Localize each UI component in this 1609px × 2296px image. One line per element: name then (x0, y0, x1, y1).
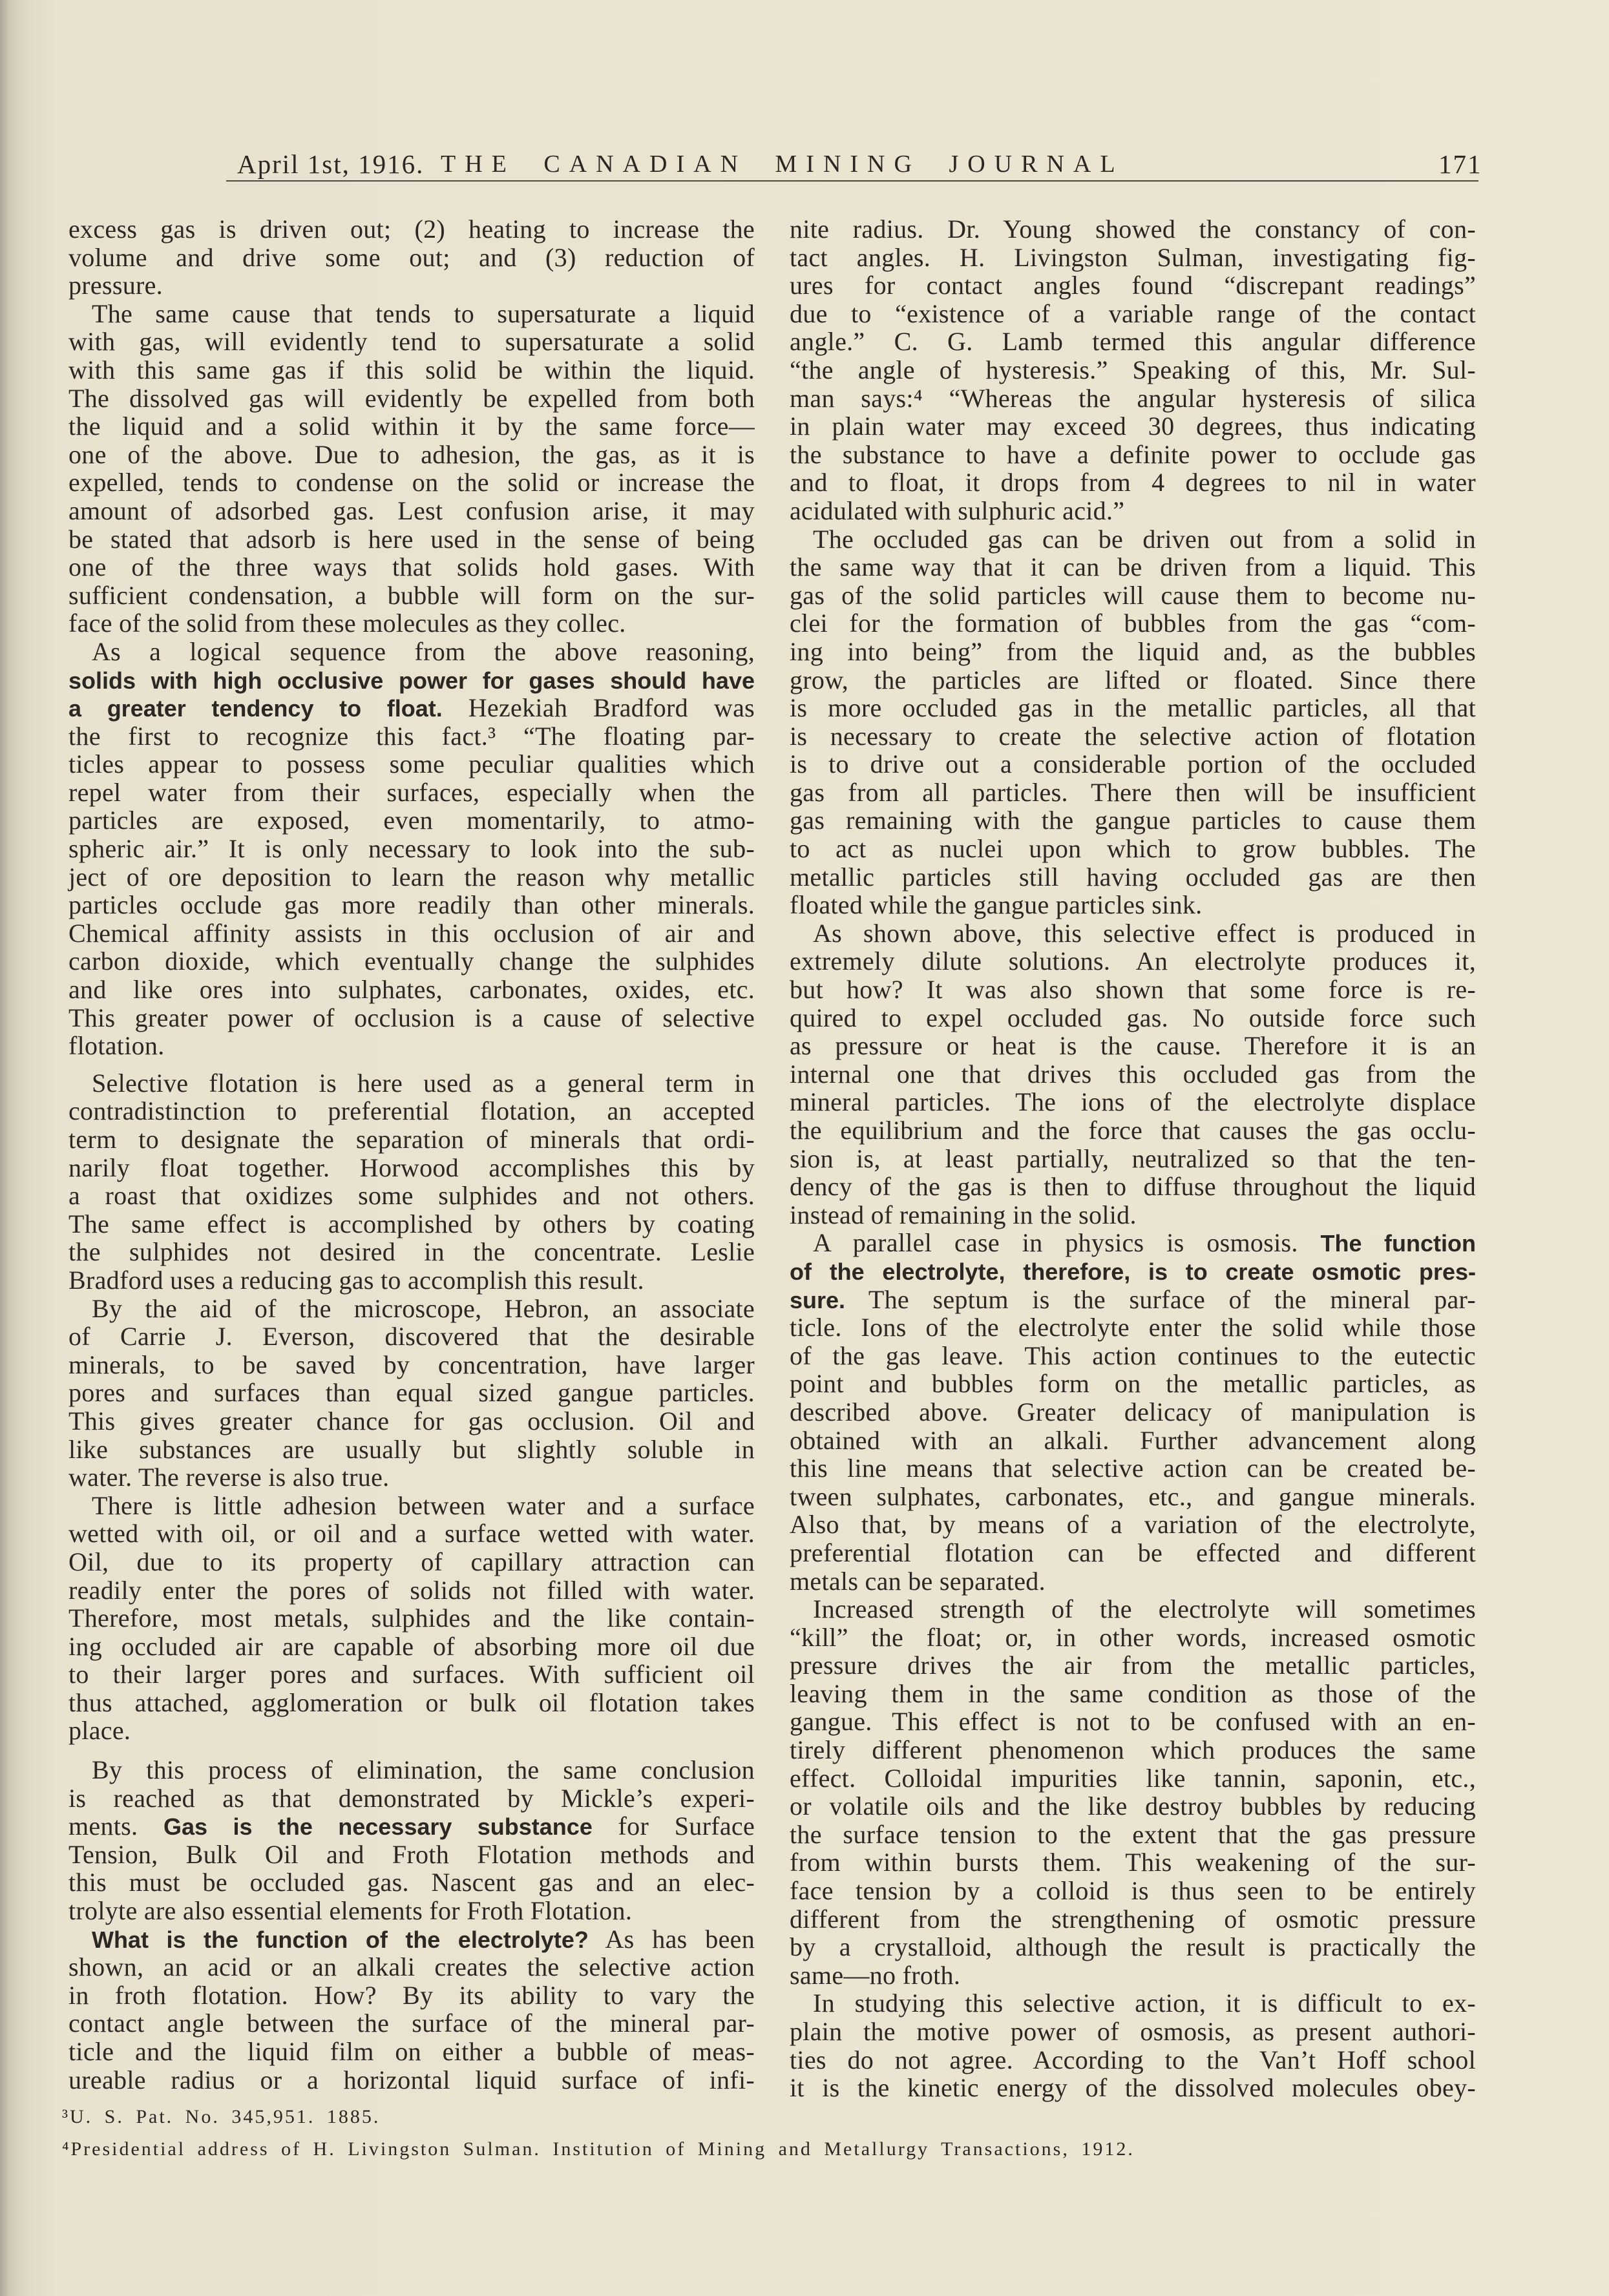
text-line: This gives greater chance for gas occlusion. Oil and (68, 1406, 755, 1435)
text-line: ject of ore deposition to learn the reason why metallic (68, 862, 755, 892)
text-line: of the gas leave. This action continues to the eutectic (790, 1341, 1476, 1370)
text-line: effect. Colloidal impurities like tannin, saponin, etc., (790, 1763, 1476, 1793)
paragraph (68, 1925, 755, 2094)
text-line: mineral particles. The ions of the electrolyte displace (790, 1087, 1476, 1117)
text-line: sion is, at least partially, neutralized so that the ten- (790, 1143, 1476, 1173)
paragraph (790, 1595, 1476, 1989)
text-line: the liquid and a solid within it by the same force— (68, 412, 755, 441)
text-line: to their larger pores and surfaces. With sufficient oil (68, 1660, 755, 1689)
text-line: minerals, to be saved by concentration, have larger (68, 1350, 755, 1379)
text-line: internal one that drives this occluded gas from the (790, 1059, 1476, 1089)
text-line: flotation. (68, 1031, 165, 1061)
emphasis-run: Gas is the necessary substance (163, 1813, 593, 1841)
text-line: Therefore, most metals, sulphides and the like contain- (68, 1603, 755, 1633)
paragraph (68, 1492, 755, 1745)
text-line: man says:⁴ “Whereas the angular hysteresis of silica (790, 383, 1476, 413)
text-line: with gas, will evidently tend to supersaturate a solid (68, 327, 755, 357)
text-line: In studying this selective action, it is difficult to ex- (813, 1988, 1476, 2018)
emphasis-run: solids with high occlusive power for gases should have (68, 667, 755, 694)
text-line: the sulphides not desired in the concentrate. Leslie (68, 1237, 755, 1267)
text-line: ing into being” from the liquid and, as the bubbles (790, 636, 1476, 666)
text-line: grow, the particles are lifted or floated. Since there (790, 665, 1476, 694)
text-line: with this same gas if this solid be within the liquid. (68, 355, 755, 384)
page-number: 171 (1438, 149, 1482, 179)
text-line: described above. Greater delicacy of manipulation is (790, 1397, 1476, 1426)
text-line: narily float together. Horwood accomplishes this by (68, 1153, 755, 1182)
text-line: amount of adsorbed gas. Lest confusion arise, it may (68, 496, 755, 525)
text-line: particles are exposed, even momentarily, to atmo- (68, 806, 755, 835)
text-line: By the aid of the microscope, Hebron, an associate (92, 1293, 755, 1323)
text-line: the same way that it can be driven from a liquid. This (790, 552, 1476, 582)
text-line: due to “existence of a variable range of the contact (790, 298, 1476, 328)
text-line: gas from all particles. There then will be insufficient (790, 777, 1476, 807)
text-line: gangue. This effect is not to be confused with an en- (790, 1707, 1476, 1737)
emphasis-run: of the electrolyte, therefore, is to create osmotic pres- (790, 1258, 1476, 1285)
issue-date: April 1st, 1916. (237, 149, 425, 179)
text-line: Oil, due to its property of capillary attraction can (68, 1547, 755, 1576)
text-line: metals can be separated. (790, 1566, 1046, 1596)
text-line: volume and drive some out; and (3) reduction of (68, 242, 755, 272)
text-line: place. (68, 1716, 131, 1746)
text-line: the equilibrium and the force that causes the gas occlu- (790, 1116, 1476, 1145)
text-line: particles occlude gas more readily than other minerals. (68, 890, 755, 920)
text-line: As a logical sequence from the above reasoning, (92, 636, 755, 666)
text-line: Chemical affinity assists in this occlusion of air and (68, 918, 755, 948)
paragraph (68, 1295, 755, 1492)
paragraph (68, 1756, 755, 1925)
text-line: wetted with oil, or oil and a surface wetted with water. (68, 1519, 755, 1549)
text-line (68, 1812, 755, 1841)
text-line: one of the above. Due to adhesion, the gas, as it is (68, 439, 755, 469)
text-line: is more occluded gas in the metallic particles, all that (790, 693, 1476, 723)
text-run: ments. (68, 1811, 164, 1841)
text-line: like substances are usually but slightly soluble in (68, 1434, 755, 1464)
emphasis-run: The function (1320, 1230, 1476, 1257)
text-line: There is little adhesion between water and a surface (92, 1490, 755, 1520)
paragraph (790, 1989, 1476, 2102)
text-line: the first to recognize this fact.³ “The floating par- (68, 721, 755, 751)
paragraph (790, 215, 1476, 525)
text-line: of Carrie J. Everson, discovered that the desirable (68, 1322, 755, 1352)
text-line: The occluded gas can be driven out from a solid in (813, 524, 1476, 554)
text-line: face tension by a colloid is thus seen to be entirely (790, 1876, 1476, 1906)
text-line: this line means that selective action can be created be- (790, 1454, 1476, 1483)
text-line: to act as nuclei upon which to grow bubbles. The (790, 834, 1476, 864)
text-line: from within bursts them. This weakening of the sur- (790, 1848, 1476, 1877)
text-line (68, 694, 755, 722)
text-run: The septum is the surface of the mineral par- (845, 1284, 1476, 1314)
text-line: carbon dioxide, which eventually change the sulphides (68, 946, 755, 976)
text-line: gas remaining with the gangue particles to cause them (790, 806, 1476, 835)
text-line: tirely different phenomenon which produces the same (790, 1735, 1476, 1765)
emphasis-run: a greater tendency to float. (68, 695, 443, 722)
text-line: pores and surfaces than equal sized gangue particles. (68, 1378, 755, 1408)
paragraph (68, 300, 755, 638)
right-column (790, 215, 1476, 2102)
text-line: or volatile oils and the like destroy bubbles by reducing (790, 1791, 1476, 1821)
text-line: instead of remaining in the solid. (790, 1200, 1137, 1229)
text-line: in froth flotation. How? By its ability to vary the (68, 1980, 755, 2010)
text-line: By this process of elimination, the same conclusion (92, 1755, 755, 1785)
emphasis-run: sure. (790, 1286, 846, 1313)
text-line: and like ores into sulphates, carbonates, oxides, etc. (68, 975, 755, 1005)
text-line: Increased strength of the electrolyte will sometimes (813, 1594, 1476, 1624)
text-run: for Surface (592, 1811, 755, 1841)
header-rule (226, 180, 1478, 182)
text-line (790, 1229, 1476, 1257)
text-line: plain the motive power of osmosis, as present authori- (790, 2017, 1476, 2046)
text-line: “kill” the float; or, in other words, increased osmotic (790, 1622, 1476, 1652)
text-line: The same cause that tends to supersaturate a liquid (92, 298, 755, 328)
emphasis-run: What is the function of the electrolyte? (92, 1926, 589, 1953)
text-line: a roast that oxidizes some sulphides and not others. (68, 1181, 755, 1211)
text-line: dency of the gas is then to diffuse throughout the liquid (790, 1172, 1476, 1202)
text-line: ureable radius or a horizontal liquid surface of infi- (68, 2065, 755, 2094)
journal-title: THE CANADIAN MINING JOURNAL (441, 151, 1124, 178)
text-line: metallic particles still having occluded gas are then (790, 862, 1476, 892)
text-line: excess gas is driven out; (2) heating to increase the (68, 214, 755, 244)
text-line: ures for contact angles found “discrepant readings” (790, 271, 1476, 300)
text-line: expelled, tends to condense on the solid or increase the (68, 468, 755, 497)
text-run: A parallel case in physics is osmosis. (813, 1228, 1321, 1258)
text-line: gas of the solid particles will cause them to become nu- (790, 580, 1476, 610)
text-line: sufficient condensation, a bubble will form on the sur- (68, 580, 755, 610)
text-line: The same effect is accomplished by others by coating (68, 1209, 755, 1238)
text-line: Also that, by means of a variation of the electrolyte, (790, 1510, 1476, 1539)
text-line (68, 1925, 755, 1954)
text-line: “the angle of hysteresis.” Speaking of this, Mr. Sul- (790, 355, 1476, 384)
text-line: Selective flotation is here used as a general term in (92, 1068, 755, 1098)
text-run: As has been (588, 1924, 755, 1954)
text-line: ties do not agree. According to the Van’t Hoff school (790, 2045, 1476, 2074)
text-line: angle.” C. G. Lamb termed this angular difference (790, 327, 1476, 357)
text-line: water. The reverse is also true. (68, 1463, 390, 1492)
paragraph (790, 525, 1476, 919)
text-run: Hezekiah Bradford was (442, 693, 755, 723)
text-line: contradistinction to preferential flotation, an accepted (68, 1096, 755, 1126)
text-line: it is the kinetic energy of the dissolved molecules obey- (790, 2073, 1476, 2103)
text-line: the surface tension to the extent that the gas pressure (790, 1819, 1476, 1849)
text-line: tween sulphates, carbonates, etc., and gangue minerals. (790, 1481, 1476, 1511)
text-line: one of the three ways that solids hold gases. With (68, 552, 755, 582)
footnote-4: ⁴Presidential address of H. Livingston Sulman. Institution of Mining and Metallurgy Transactions, 1912. (62, 2138, 1135, 2160)
text-line: The dissolved gas will evidently be expelled from both (68, 383, 755, 413)
left-column (68, 215, 755, 2094)
paragraph (790, 1229, 1476, 1595)
text-line: is necessary to create the selective action of flotation (790, 721, 1476, 751)
text-line: acidulated with sulphuric acid.” (790, 496, 1125, 525)
text-line: ticles appear to possess some peculiar qualities which (68, 749, 755, 779)
text-line: extremely dilute solutions. An electrolyte produces it, (790, 946, 1476, 976)
text-line: but how? It was also shown that some force is re- (790, 975, 1476, 1005)
text-line (790, 1257, 1476, 1286)
text-line: leaving them in the same condition as those of the (790, 1678, 1476, 1708)
text-line: as pressure or heat is the cause. Therefore it is an (790, 1031, 1476, 1061)
text-line: spheric air.” It is only necessary to look into the sub- (68, 834, 755, 864)
text-line: Bradford uses a reducing gas to accomplish this result. (68, 1265, 644, 1295)
text-line: ticle. Ions of the electrolyte enter the solid while those (790, 1313, 1476, 1342)
text-line: and to float, it drops from 4 degrees to nil in water (790, 468, 1476, 497)
text-line: this must be occluded gas. Nascent gas and an elec- (68, 1868, 755, 1897)
text-line: pressure drives the air from the metallic particles, (790, 1651, 1476, 1680)
text-line: quired to expel occluded gas. No outside force such (790, 1003, 1476, 1032)
text-line: is reached as that demonstrated by Mickle’s experi- (68, 1783, 755, 1813)
text-line: same—no froth. (790, 1960, 961, 1990)
text-line: tact angles. H. Livingston Sulman, investigating fig- (790, 242, 1476, 272)
paragraph (68, 215, 755, 300)
text-line: floated while the gangue particles sink. (790, 890, 1203, 920)
text-line: is to drive out a considerable portion of the occluded (790, 749, 1476, 779)
text-line: ticle and the liquid film on either a bubble of meas- (68, 2037, 755, 2066)
paragraph (68, 1069, 755, 1295)
text-line: contact angle between the surface of the mineral par- (68, 2009, 755, 2038)
text-line: As shown above, this selective effect is produced in (813, 918, 1476, 948)
text-line (790, 1286, 1476, 1314)
text-line: repel water from their surfaces, especially when the (68, 777, 755, 807)
text-line: point and bubbles form on the metallic particles, as (790, 1369, 1476, 1399)
text-line: shown, an acid or an alkali creates the selective action (68, 1952, 755, 1982)
text-line: different from the strengthening of osmotic pressure (790, 1904, 1476, 1934)
text-line: by a crystalloid, although the result is practically the (790, 1932, 1476, 1962)
text-line: be stated that adsorb is here used in the sense of being (68, 524, 755, 554)
text-line: term to designate the separation of minerals that ordi- (68, 1125, 755, 1154)
text-line: readily enter the pores of solids not filled with water. (68, 1575, 755, 1605)
text-line: preferential flotation can be effected and different (790, 1538, 1476, 1567)
text-line: nite radius. Dr. Young showed the constancy of con- (790, 214, 1476, 244)
text-line: pressure. (68, 271, 163, 300)
text-line: clei for the formation of bubbles from the gas “com- (790, 609, 1476, 638)
text-line: trolyte are also essential elements for Froth Flotation. (68, 1896, 633, 1926)
text-line: face of the solid from these molecules as they collec. (68, 609, 626, 638)
text-line: thus attached, agglomeration or bulk oil flotation takes (68, 1687, 755, 1717)
text-line: Tension, Bulk Oil and Froth Flotation methods and (68, 1839, 755, 1869)
text-line: ing occluded air are capable of absorbing more oil due (68, 1631, 755, 1661)
footnote-3: ³U. S. Pat. No. 345,951. 1885. (62, 2106, 381, 2127)
text-line: This greater power of occlusion is a cause of selective (68, 1003, 755, 1032)
paragraph (790, 919, 1476, 1229)
text-line: the substance to have a definite power to occlude gas (790, 439, 1476, 469)
text-line: obtained with an alkali. Further advancement along (790, 1425, 1476, 1455)
text-line (68, 666, 755, 694)
text-line: in plain water may exceed 30 degrees, thus indicating (790, 412, 1476, 441)
paragraph (68, 638, 755, 1060)
